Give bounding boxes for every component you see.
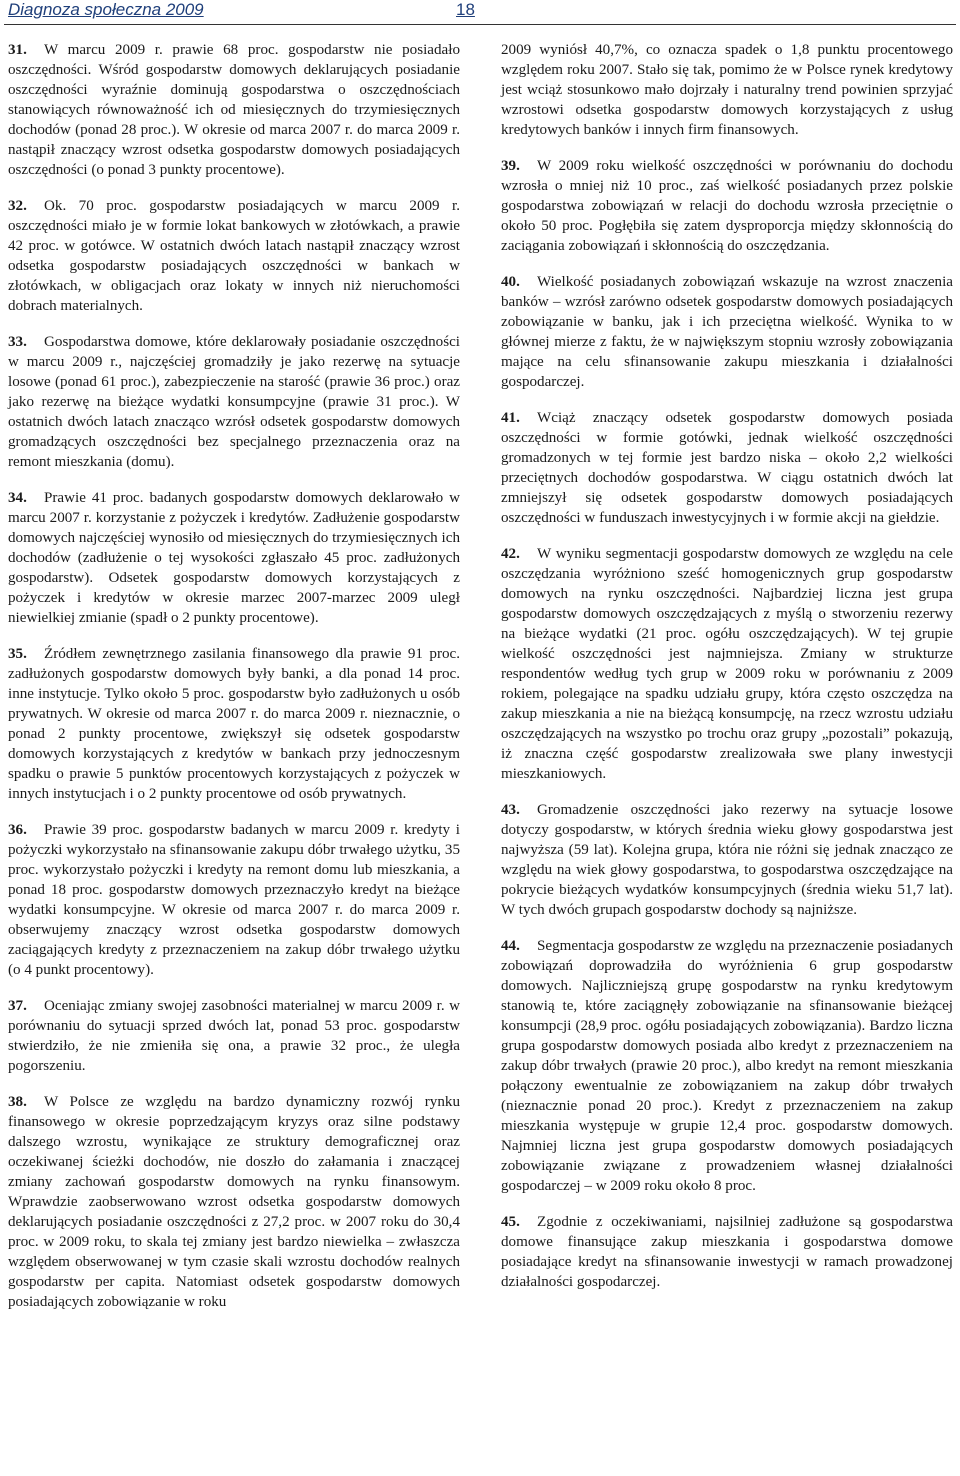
right-column [501,40,953,1308]
paragraph-33 [8,332,460,472]
paragraph-text: W wyniku segmentacji gospodarstw domowych ze względu na cele oszczędzania wyróżniono sześć homogenicznych grup gospodarstw domowych na rynku oszczędności. Najbardziej liczna jest grupa gospodarstw domowych oszczędzających z myślą o stworzeniu rezerwy na bieżące wydatki (21 proc. ogółu oszczędzających). W tej grupie wielkość oszczędności jest najmniejsza. Zmiany w strukturze respondentów według tych grup w 2009 roku w porównaniu z 2009 rokiem, polegające na spadku udziału grupy, która często oszczędza na zakup mieszkania a nie na bieżącą konsumpcję, na rzecz wzrostu udziału oszczędzających na wszystko po trochu oraz grupy „pozostali” pokazują, iż znaczna część gospodarstw zrealizowała swe plany inwestycji mieszkaniowych. [501,546,953,782]
paragraph-text: W marcu 2009 r. prawie 68 proc. gospodarstw nie posiadało oszczędności. Wśród gospodarstw domowych deklarujących posiadanie oszczędności wyraźnie dominują gospodarstwa o oszczędnościach stanowiących równoważność ich od miesięcznych do trzymiesięcznych dochodów (ponad 28 proc.). W okresie od marca 2007 r. do marca 2009 r. nastąpił znaczący wzrost odsetka gospodarstw domowych posiadających oszczędności (o ponad 3 punkty procentowe). [8,42,460,178]
paragraph-text: Źródłem zewnętrznego zasilania finansowego dla prawie 91 proc. zadłużonych gospodarstw domowych były banki, a dla ponad 14 proc. inne instytucje. Tylko około 5 proc. gospodarstw było zadłużonych u osób prywatnych. W okresie od marca 2007 r. do marca 2009 r. nieznacznie, o ponad 2 punkty procentowe, zwiększył się odsetek gospodarstw domowych korzystających z kredytów w bankach przy jednoczesnym spadku o prawie 5 punktów procentowych korzystających z pożyczek w innych instytucjach i o 2 punkty procentowe od osób prywatnych. [8,646,460,802]
paragraph-45 [501,1212,953,1292]
paragraph-41 [501,408,953,528]
paragraph-number: 36. [8,822,27,838]
paragraph-39 [501,156,953,256]
paragraph-31 [8,40,460,180]
paragraph-36 [8,820,460,980]
paragraph-44 [501,936,953,1196]
paragraph-number: 35. [8,646,27,662]
paragraph-text: Segmentacja gospodarstw ze względu na przeznaczenie posiadanych zobowiązań doprowadziła do wyróżnienia 6 grup gospodarstw domowych. Najliczniejszą grupę gospodarstw na rynku kredytowym stanowią te, które zaciągnęły zobowiązanie na sfinansowanie bieżącej konsumpcji (28,9 proc. ogółu posiadających zobowiązania). Bardzo liczna grupa gospodarstw domowych posiada albo kredyt z przeznaczeniem na zakup dóbr trwałych (prawie 20 proc.), albo kredyt na remont mieszkania połączony ewentualnie ze zobowiązaniem na zakup dóbr trwałych (nieznacznie ponad 20 proc.). Kredyt z przeznaczeniem na zakup mieszkania występuje w grupie 12,4 proc. gospodarstw domowych. Najmniej liczna jest grupa gospodarstw domowych posiadających zobowiązanie związane z prowadzeniem własnej działalności gospodarczej – w 2009 roku około 8 proc. [501,938,953,1194]
paragraph-text: Ok. 70 proc. gospodarstw posiadających w marcu 2009 r. oszczędności miało je w formie lokat bankowych w złotówkach, a prawie 42 proc. w gotówce. W ostatnich dwóch latach nastąpił znaczący wzrost odsetka gospodarstw posiadających oszczędności w bankach w złotówkach, w obligacjach oraz lokaty w innych niż nieruchomości dobrach materialnych. [8,198,460,314]
left-column [8,40,460,1328]
paragraph-32 [8,196,460,316]
paragraph-number: 34. [8,490,27,506]
paragraph-number: 33. [8,334,27,350]
paragraph-number: 39. [501,158,520,174]
page-header [4,0,956,25]
paragraph-text: 2009 wyniósł 40,7%, co oznacza spadek o 1,8 punktu procentowego względem roku 2007. Stało się tak, pomimo że w Polsce rynek kredytowy jest wciąż stosunkowo mało dojrzały i naturalny trend powinien sprzyjać wzrostowi odsetka gospodarstw domowych korzystających z usług kredytowych banków i innych firm finansowych. [501,42,953,138]
paragraph-38 [8,1092,460,1312]
page-number: 18 [456,0,475,19]
paragraph-42 [501,544,953,784]
paragraph-35 [8,644,460,804]
header-title: Diagnoza społeczna 2009 [8,0,204,19]
paragraph-number: 37. [8,998,27,1014]
paragraph-text: Prawie 41 proc. badanych gospodarstw domowych deklarowało w marcu 2007 r. korzystanie z pożyczek i kredytów. Zadłużenie gospodarstw domowych najczęściej wynosiło od miesięcznych do trzymiesięcznych ich dochodów (zadłużenie o tej wysokości zgłaszało 45 proc. zadłużonych gospodarstw). Odsetek gospodarstw domowych korzystających z pożyczek i kredytów w okresie marzec 2007-marzec 2009 uległ niewielkiej zmianie (spadł o 2 punkty procentowe). [8,490,460,626]
paragraph-number: 41. [501,410,520,426]
paragraph-text: Oceniając zmiany swojej zasobności materialnej w marcu 2009 r. w porównaniu do sytuacji sprzed dwóch lat, ponad 53 proc. gospodarstw stwierdziło, że nie zmieniła się ona, a prawie 32 proc., że uległa pogorszeniu. [8,998,460,1074]
paragraph-text: Zgodnie z oczekiwaniami, najsilniej zadłużone są gospodarstwa domowe finansujące zakup mieszkania i gospodarstwa domowe posiadające kredyt na sfinansowanie inwestycji w ramach prowadzonej działalności gospodarczej. [501,1214,953,1290]
paragraph-34 [8,488,460,628]
paragraph-40 [501,272,953,392]
paragraph-number: 43. [501,802,520,818]
paragraph-43 [501,800,953,920]
paragraph-number: 42. [501,546,520,562]
paragraph-text: Wciąż znaczący odsetek gospodarstw domowych posiada oszczędności w formie gotówki, jednak wielkość oszczędności gromadzonych w tej formie jest bardzo niska – około 2,2 wielkości przeciętnych dochodów gospodarstwa. W ciągu ostatnich dwóch lat zmniejszył się odsetek gospodarstw domowych posiadających oszczędności w funduszach inwestycyjnych i w formie akcji na giełdzie. [501,410,953,526]
paragraph-number: 44. [501,938,520,954]
paragraph-text: Gromadzenie oszczędności jako rezerwy na sytuacje losowe dotyczy gospodarstw, w których średnia wieku głowy gospodarstwa jest najwyższa (59 lat). Kolejna grupa, która nie różni się jednak znacząco ze względu na wiek głowy gospodarstwa, to gospodarstwa oszczędzające na pokrycie bieżących wydatków konsumpcyjnych (średnia wieku 51,7 lat). W tych dwóch grupach gospodarstw dochody są najniższe. [501,802,953,918]
paragraph-text: W 2009 roku wielkość oszczędności w porównaniu do dochodu wzrosła o mniej niż 10 proc., zaś wielkość posiadanych przez polskie gospodarstwa zobowiązań w relacji do dochodu wzrosła przeciętnie o około 50 proc. Pogłębiła się zatem dysproporcja między skłonnością do zaciągania zobowiązań i skłonnością do oszczędzania. [501,158,953,254]
paragraph-text: Gospodarstwa domowe, które deklarowały posiadanie oszczędności w marcu 2009 r., najczęściej gromadziły je jako rezerwę na sytuacje losowe (ponad 61 proc.), zabezpieczenie na starość (prawie 36 proc.) oraz jako rezerwę na bieżące wydatki konsumpcyjne (prawie 31 proc.). W ostatnich dwóch latach znacząco wzrósł odsetek gospodarstw domowych gromadzących oszczędności bez specjalnego przeznaczenia oraz na remont mieszkania (domu). [8,334,460,470]
paragraph-number: 32. [8,198,27,214]
paragraph-text: Wielkość posiadanych zobowiązań wskazuje na wzrost znaczenia banków – wzrósł zarówno odsetek gospodarstw domowych posiadających zobowiązanie w banku, jak i ich przeciętna wielkość. Wynika to w głównej mierze z faktu, że w największym stopniu wzrosły zobowiązania mające na celu sfinansowanie zakupu mieszkania i działalności gospodarczej. [501,274,953,390]
paragraph-text: Prawie 39 proc. gospodarstw badanych w marcu 2009 r. kredyty i pożyczki wykorzystało na sfinansowanie zakupu dóbr trwałego użytku, 35 proc. wykorzystało pożyczki i kredyty na remont domu lub mieszkania, a ponad 18 proc. gospodarstw domowych przeznaczyło kredyt na bieżące wydatki konsumpcyjne. W okresie od marca 2007 r. do marca 2009 r. obserwujemy znaczący wzrost odsetka gospodarstw domowych zaciągających kredyty z przeznaczeniem na zakup dóbr trwałego użytku (o 4 punkt procentowy). [8,822,460,978]
paragraph-text: W Polsce ze względu na bardzo dynamiczny rozwój rynku finansowego w okresie poprzedzającym kryzys oraz silne podstawy dalszego wzrostu, wynikające ze struktury demograficznej oraz oczekiwanej ścieżki dochodów, nie doszło do załamania i znaczącej zmiany zachowań gospodarstw domowych na rynku finansowym. Wprawdzie zaobserwowano wzrost odsetka gospodarstw domowych deklarujących posiadanie oszczędności z 27,2 proc. w 2007 roku do 30,4 proc. w 2009 roku, to skala tej zmiany jest bardzo niewielka – zwłaszcza względem obserwowanej w tym czasie skali wzrostu dochodów realnych gospodarstw per capita. Natomiast odsetek gospodarstw domowych posiadających zobowiązanie w roku [8,1094,460,1310]
paragraph-number: 38. [8,1094,27,1110]
paragraph-number: 45. [501,1214,520,1230]
paragraph-number: 31. [8,42,27,58]
paragraph-37 [8,996,460,1076]
paragraph-38-continued [501,40,953,140]
paragraph-number: 40. [501,274,520,290]
